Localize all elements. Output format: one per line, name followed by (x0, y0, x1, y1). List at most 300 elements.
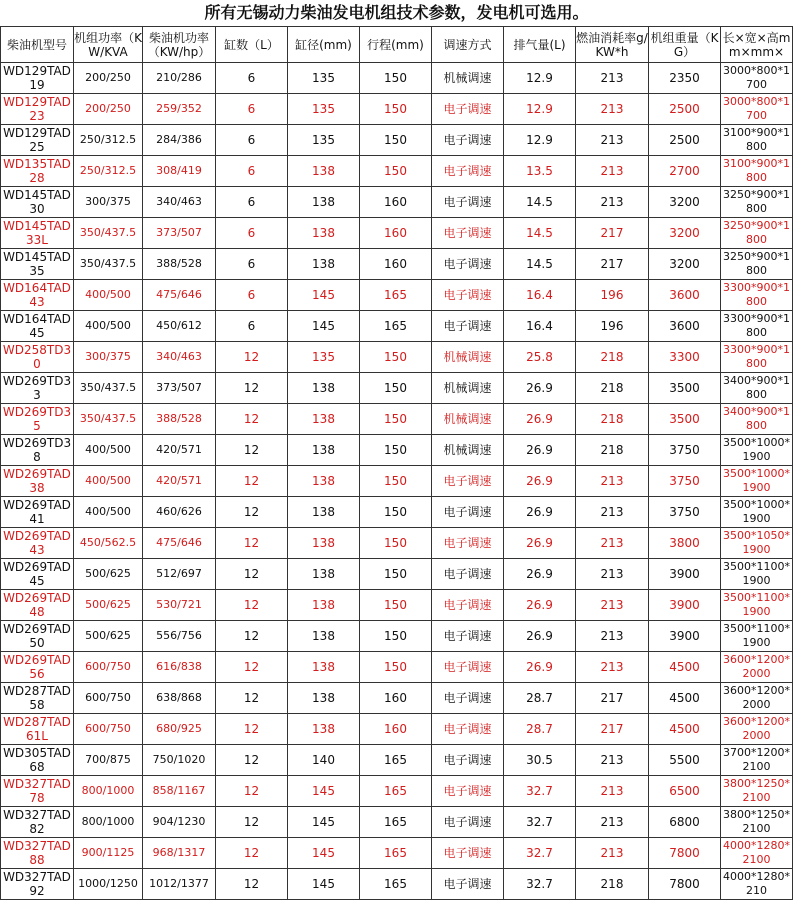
cell-unit-power: 250/312.5 (74, 156, 143, 187)
cell-engine-power: 210/286 (143, 63, 216, 94)
cell-weight: 3200 (649, 187, 721, 218)
cell-unit-power: 350/437.5 (74, 249, 143, 280)
table-row (1, 807, 793, 838)
cell-cylinders: 12 (216, 528, 288, 559)
cell-unit-power: 400/500 (74, 497, 143, 528)
cell-cylinders: 12 (216, 404, 288, 435)
cell-cylinders: 6 (216, 280, 288, 311)
table-row (1, 621, 793, 652)
cell-dimensions: 3250*900*1800 (721, 249, 793, 280)
cell-model: WD135TAD28 (1, 156, 74, 187)
cell-weight: 3900 (649, 590, 721, 621)
cell-displacement: 32.7 (504, 838, 576, 869)
cell-engine-power: 968/1317 (143, 838, 216, 869)
cell-weight: 3750 (649, 435, 721, 466)
cell-dimensions: 3250*900*1800 (721, 187, 793, 218)
cell-fuel-consumption: 213 (576, 776, 649, 807)
cell-weight: 3600 (649, 280, 721, 311)
cell-dimensions: 3400*900*1800 (721, 404, 793, 435)
cell-unit-power: 500/625 (74, 559, 143, 590)
cell-stroke: 150 (360, 528, 432, 559)
table-row (1, 776, 793, 807)
cell-engine-power: 530/721 (143, 590, 216, 621)
table-row (1, 652, 793, 683)
cell-engine-power: 616/838 (143, 652, 216, 683)
cell-dimensions: 3600*1200*2000 (721, 683, 793, 714)
cell-model: WD129TAD19 (1, 63, 74, 94)
cell-dimensions: 3300*900*1800 (721, 311, 793, 342)
cell-weight: 4500 (649, 652, 721, 683)
cell-unit-power: 600/750 (74, 683, 143, 714)
cell-model: WD145TAD30 (1, 187, 74, 218)
cell-weight: 7800 (649, 838, 721, 869)
spec-table-body (1, 63, 793, 900)
cell-unit-power: 350/437.5 (74, 404, 143, 435)
cell-weight: 6500 (649, 776, 721, 807)
cell-fuel-consumption: 213 (576, 590, 649, 621)
cell-fuel-consumption: 213 (576, 63, 649, 94)
cell-governor: 电子调速 (432, 807, 504, 838)
cell-unit-power: 400/500 (74, 435, 143, 466)
cell-bore: 145 (288, 807, 360, 838)
cell-stroke: 165 (360, 280, 432, 311)
cell-cylinders: 12 (216, 683, 288, 714)
cell-engine-power: 284/386 (143, 125, 216, 156)
cell-displacement: 26.9 (504, 621, 576, 652)
cell-governor: 电子调速 (432, 497, 504, 528)
cell-dimensions: 3500*1000*1900 (721, 435, 793, 466)
cell-unit-power: 1000/1250 (74, 869, 143, 900)
cell-bore: 138 (288, 652, 360, 683)
cell-dimensions: 3500*1100*1900 (721, 590, 793, 621)
cell-cylinders: 6 (216, 125, 288, 156)
cell-bore: 135 (288, 125, 360, 156)
cell-cylinders: 6 (216, 94, 288, 125)
cell-displacement: 26.9 (504, 559, 576, 590)
cell-stroke: 165 (360, 776, 432, 807)
cell-unit-power: 500/625 (74, 590, 143, 621)
cell-bore: 138 (288, 497, 360, 528)
cell-unit-power: 300/375 (74, 187, 143, 218)
cell-governor: 电子调速 (432, 94, 504, 125)
cell-unit-power: 800/1000 (74, 776, 143, 807)
cell-weight: 3300 (649, 342, 721, 373)
cell-fuel-consumption: 213 (576, 652, 649, 683)
cell-engine-power: 450/612 (143, 311, 216, 342)
table-row (1, 683, 793, 714)
cell-model: WD287TAD58 (1, 683, 74, 714)
cell-cylinders: 6 (216, 249, 288, 280)
cell-engine-power: 340/463 (143, 187, 216, 218)
cell-fuel-consumption: 218 (576, 435, 649, 466)
cell-displacement: 32.7 (504, 776, 576, 807)
cell-governor: 电子调速 (432, 621, 504, 652)
cell-displacement: 12.9 (504, 94, 576, 125)
cell-governor: 电子调速 (432, 745, 504, 776)
cell-bore: 138 (288, 714, 360, 745)
cell-fuel-consumption: 213 (576, 497, 649, 528)
cell-governor: 电子调速 (432, 528, 504, 559)
cell-cylinders: 12 (216, 466, 288, 497)
cell-governor: 电子调速 (432, 559, 504, 590)
cell-model: WD269TAD45 (1, 559, 74, 590)
table-row (1, 869, 793, 900)
cell-fuel-consumption: 217 (576, 683, 649, 714)
cell-unit-power: 250/312.5 (74, 125, 143, 156)
cell-unit-power: 500/625 (74, 621, 143, 652)
cell-stroke: 165 (360, 807, 432, 838)
cell-unit-power: 300/375 (74, 342, 143, 373)
cell-dimensions: 3600*1200*2000 (721, 714, 793, 745)
cell-stroke: 165 (360, 745, 432, 776)
cell-engine-power: 750/1020 (143, 745, 216, 776)
cell-model: WD269TAD43 (1, 528, 74, 559)
cell-weight: 2500 (649, 94, 721, 125)
cell-model: WD269TD35 (1, 404, 74, 435)
cell-unit-power: 400/500 (74, 466, 143, 497)
cell-cylinders: 12 (216, 838, 288, 869)
cell-stroke: 150 (360, 63, 432, 94)
cell-engine-power: 475/646 (143, 528, 216, 559)
cell-stroke: 165 (360, 838, 432, 869)
cell-bore: 138 (288, 528, 360, 559)
cell-dimensions: 3250*900*1800 (721, 218, 793, 249)
cell-governor: 电子调速 (432, 311, 504, 342)
cell-weight: 2500 (649, 125, 721, 156)
cell-engine-power: 373/507 (143, 373, 216, 404)
cell-unit-power: 400/500 (74, 311, 143, 342)
cell-fuel-consumption: 213 (576, 94, 649, 125)
cell-model: WD129TAD23 (1, 94, 74, 125)
cell-stroke: 150 (360, 435, 432, 466)
cell-bore: 135 (288, 94, 360, 125)
cell-governor: 机械调速 (432, 435, 504, 466)
cell-model: WD327TAD82 (1, 807, 74, 838)
cell-governor: 电子调速 (432, 125, 504, 156)
spec-table (0, 26, 793, 900)
cell-cylinders: 12 (216, 497, 288, 528)
cell-weight: 3600 (649, 311, 721, 342)
cell-dimensions: 3500*1100*1900 (721, 621, 793, 652)
cell-bore: 138 (288, 559, 360, 590)
col-header-cylinders: 缸数（L） (216, 27, 288, 63)
cell-dimensions: 3100*900*1800 (721, 125, 793, 156)
cell-weight: 7800 (649, 869, 721, 900)
table-row (1, 63, 793, 94)
col-header-dims: 长×宽×高mm×mm× (721, 27, 793, 63)
cell-bore: 135 (288, 342, 360, 373)
col-header-model: 柴油机型号 (1, 27, 74, 63)
cell-governor: 机械调速 (432, 342, 504, 373)
cell-engine-power: 388/528 (143, 404, 216, 435)
cell-governor: 机械调速 (432, 373, 504, 404)
cell-bore: 138 (288, 435, 360, 466)
cell-fuel-consumption: 213 (576, 528, 649, 559)
cell-governor: 电子调速 (432, 590, 504, 621)
cell-cylinders: 12 (216, 559, 288, 590)
cell-cylinders: 12 (216, 652, 288, 683)
cell-bore: 138 (288, 404, 360, 435)
cell-governor: 机械调速 (432, 63, 504, 94)
cell-cylinders: 12 (216, 342, 288, 373)
cell-weight: 4500 (649, 683, 721, 714)
cell-displacement: 32.7 (504, 807, 576, 838)
cell-cylinders: 12 (216, 590, 288, 621)
cell-bore: 138 (288, 466, 360, 497)
cell-fuel-consumption: 218 (576, 373, 649, 404)
cell-weight: 3500 (649, 373, 721, 404)
table-row (1, 94, 793, 125)
cell-displacement: 26.9 (504, 373, 576, 404)
cell-engine-power: 512/697 (143, 559, 216, 590)
cell-model: WD269TAD48 (1, 590, 74, 621)
cell-unit-power: 200/250 (74, 63, 143, 94)
cell-governor: 电子调速 (432, 683, 504, 714)
cell-fuel-consumption: 196 (576, 311, 649, 342)
cell-stroke: 150 (360, 466, 432, 497)
cell-dimensions: 3300*900*1800 (721, 280, 793, 311)
cell-weight: 2350 (649, 63, 721, 94)
cell-engine-power: 475/646 (143, 280, 216, 311)
cell-bore: 138 (288, 218, 360, 249)
table-row (1, 218, 793, 249)
cell-bore: 138 (288, 683, 360, 714)
cell-displacement: 32.7 (504, 869, 576, 900)
cell-governor: 电子调速 (432, 249, 504, 280)
cell-dimensions: 4000*1280*2100 (721, 838, 793, 869)
cell-dimensions: 3000*800*1700 (721, 94, 793, 125)
cell-weight: 3800 (649, 528, 721, 559)
cell-cylinders: 12 (216, 776, 288, 807)
table-row (1, 187, 793, 218)
cell-displacement: 12.9 (504, 125, 576, 156)
cell-model: WD129TAD25 (1, 125, 74, 156)
table-row (1, 342, 793, 373)
cell-fuel-consumption: 213 (576, 807, 649, 838)
cell-stroke: 150 (360, 404, 432, 435)
cell-unit-power: 600/750 (74, 714, 143, 745)
cell-bore: 140 (288, 745, 360, 776)
cell-model: WD164TAD43 (1, 280, 74, 311)
table-row (1, 590, 793, 621)
col-header-unit-power: 机组功率（KW/KVA (74, 27, 143, 63)
cell-dimensions: 3000*800*1700 (721, 63, 793, 94)
cell-bore: 145 (288, 311, 360, 342)
table-row (1, 373, 793, 404)
cell-governor: 电子调速 (432, 280, 504, 311)
cell-bore: 135 (288, 63, 360, 94)
cell-engine-power: 259/352 (143, 94, 216, 125)
cell-weight: 6800 (649, 807, 721, 838)
cell-stroke: 150 (360, 373, 432, 404)
cell-stroke: 150 (360, 125, 432, 156)
cell-model: WD327TAD78 (1, 776, 74, 807)
cell-engine-power: 1012/1377 (143, 869, 216, 900)
table-row (1, 528, 793, 559)
table-row (1, 838, 793, 869)
cell-dimensions: 3100*900*1800 (721, 156, 793, 187)
cell-stroke: 150 (360, 497, 432, 528)
cell-governor: 电子调速 (432, 869, 504, 900)
cell-fuel-consumption: 213 (576, 125, 649, 156)
cell-weight: 4500 (649, 714, 721, 745)
cell-stroke: 160 (360, 187, 432, 218)
cell-governor: 电子调速 (432, 838, 504, 869)
col-header-governor: 调速方式 (432, 27, 504, 63)
col-header-stroke: 行程(mm) (360, 27, 432, 63)
cell-weight: 3750 (649, 466, 721, 497)
cell-dimensions: 4000*1280*210 (721, 869, 793, 900)
cell-displacement: 16.4 (504, 280, 576, 311)
cell-bore: 138 (288, 373, 360, 404)
cell-stroke: 160 (360, 714, 432, 745)
cell-dimensions: 3700*1200*2100 (721, 745, 793, 776)
cell-fuel-consumption: 218 (576, 342, 649, 373)
cell-governor: 电子调速 (432, 652, 504, 683)
cell-weight: 3900 (649, 621, 721, 652)
cell-unit-power: 400/500 (74, 280, 143, 311)
cell-stroke: 150 (360, 559, 432, 590)
cell-unit-power: 200/250 (74, 94, 143, 125)
table-row (1, 311, 793, 342)
cell-fuel-consumption: 213 (576, 466, 649, 497)
cell-unit-power: 350/437.5 (74, 218, 143, 249)
cell-fuel-consumption: 213 (576, 838, 649, 869)
cell-governor: 机械调速 (432, 404, 504, 435)
cell-displacement: 26.9 (504, 497, 576, 528)
cell-model: WD269TAD56 (1, 652, 74, 683)
cell-engine-power: 340/463 (143, 342, 216, 373)
cell-cylinders: 6 (216, 63, 288, 94)
cell-engine-power: 858/1167 (143, 776, 216, 807)
cell-displacement: 30.5 (504, 745, 576, 776)
cell-displacement: 26.9 (504, 590, 576, 621)
cell-engine-power: 460/626 (143, 497, 216, 528)
cell-displacement: 26.9 (504, 435, 576, 466)
cell-stroke: 160 (360, 683, 432, 714)
cell-governor: 电子调速 (432, 187, 504, 218)
cell-stroke: 150 (360, 94, 432, 125)
cell-model: WD305TAD68 (1, 745, 74, 776)
cell-unit-power: 450/562.5 (74, 528, 143, 559)
cell-fuel-consumption: 217 (576, 218, 649, 249)
cell-stroke: 150 (360, 156, 432, 187)
cell-engine-power: 680/925 (143, 714, 216, 745)
cell-model: WD269TD33 (1, 373, 74, 404)
cell-fuel-consumption: 213 (576, 745, 649, 776)
cell-weight: 2700 (649, 156, 721, 187)
cell-displacement: 28.7 (504, 683, 576, 714)
cell-fuel-consumption: 196 (576, 280, 649, 311)
cell-weight: 5500 (649, 745, 721, 776)
cell-bore: 138 (288, 156, 360, 187)
cell-fuel-consumption: 217 (576, 249, 649, 280)
cell-dimensions: 3300*900*1800 (721, 342, 793, 373)
cell-cylinders: 12 (216, 714, 288, 745)
cell-bore: 145 (288, 280, 360, 311)
cell-dimensions: 3800*1250*2100 (721, 807, 793, 838)
table-row (1, 559, 793, 590)
cell-cylinders: 12 (216, 621, 288, 652)
page-title: 所有无锡动力柴油发电机组技术参数，发电机可选用。 (204, 3, 589, 22)
cell-displacement: 28.7 (504, 714, 576, 745)
cell-weight: 3750 (649, 497, 721, 528)
cell-displacement: 26.9 (504, 404, 576, 435)
table-row (1, 497, 793, 528)
cell-unit-power: 900/1125 (74, 838, 143, 869)
cell-cylinders: 6 (216, 311, 288, 342)
table-row (1, 714, 793, 745)
cell-engine-power: 904/1230 (143, 807, 216, 838)
cell-displacement: 14.5 (504, 249, 576, 280)
cell-unit-power: 800/1000 (74, 807, 143, 838)
cell-fuel-consumption: 213 (576, 559, 649, 590)
cell-cylinders: 6 (216, 218, 288, 249)
cell-engine-power: 308/419 (143, 156, 216, 187)
col-header-fuel: 燃油消耗率g/KW*h (576, 27, 649, 63)
cell-bore: 145 (288, 776, 360, 807)
cell-governor: 电子调速 (432, 776, 504, 807)
cell-engine-power: 638/868 (143, 683, 216, 714)
cell-fuel-consumption: 218 (576, 404, 649, 435)
table-row (1, 280, 793, 311)
cell-weight: 3900 (649, 559, 721, 590)
cell-bore: 138 (288, 621, 360, 652)
cell-fuel-consumption: 213 (576, 156, 649, 187)
cell-engine-power: 556/756 (143, 621, 216, 652)
col-header-weight: 机组重量（KG） (649, 27, 721, 63)
col-header-bore: 缸径(mm) (288, 27, 360, 63)
table-row (1, 249, 793, 280)
cell-bore: 145 (288, 869, 360, 900)
cell-dimensions: 3400*900*1800 (721, 373, 793, 404)
cell-model: WD258TD30 (1, 342, 74, 373)
cell-stroke: 150 (360, 621, 432, 652)
cell-unit-power: 600/750 (74, 652, 143, 683)
cell-bore: 138 (288, 590, 360, 621)
cell-model: WD287TAD61L (1, 714, 74, 745)
cell-cylinders: 12 (216, 373, 288, 404)
cell-model: WD269TAD41 (1, 497, 74, 528)
cell-dimensions: 3500*1000*1900 (721, 497, 793, 528)
cell-bore: 145 (288, 838, 360, 869)
col-header-engine-power: 柴油机功率（KW/hp） (143, 27, 216, 63)
cell-dimensions: 3500*1050*1900 (721, 528, 793, 559)
cell-model: WD145TAD35 (1, 249, 74, 280)
cell-model: WD327TAD92 (1, 869, 74, 900)
cell-unit-power: 350/437.5 (74, 373, 143, 404)
cell-engine-power: 420/571 (143, 466, 216, 497)
header-row (1, 27, 793, 63)
cell-displacement: 12.9 (504, 63, 576, 94)
cell-displacement: 14.5 (504, 187, 576, 218)
cell-stroke: 165 (360, 869, 432, 900)
cell-cylinders: 12 (216, 745, 288, 776)
cell-cylinders: 12 (216, 435, 288, 466)
cell-fuel-consumption: 218 (576, 869, 649, 900)
cell-model: WD269TAD50 (1, 621, 74, 652)
cell-model: WD145TAD33L (1, 218, 74, 249)
table-row (1, 745, 793, 776)
cell-stroke: 160 (360, 249, 432, 280)
cell-cylinders: 12 (216, 869, 288, 900)
cell-dimensions: 3500*1100*1900 (721, 559, 793, 590)
cell-displacement: 26.9 (504, 466, 576, 497)
cell-bore: 138 (288, 249, 360, 280)
cell-fuel-consumption: 213 (576, 621, 649, 652)
cell-stroke: 150 (360, 342, 432, 373)
cell-displacement: 16.4 (504, 311, 576, 342)
